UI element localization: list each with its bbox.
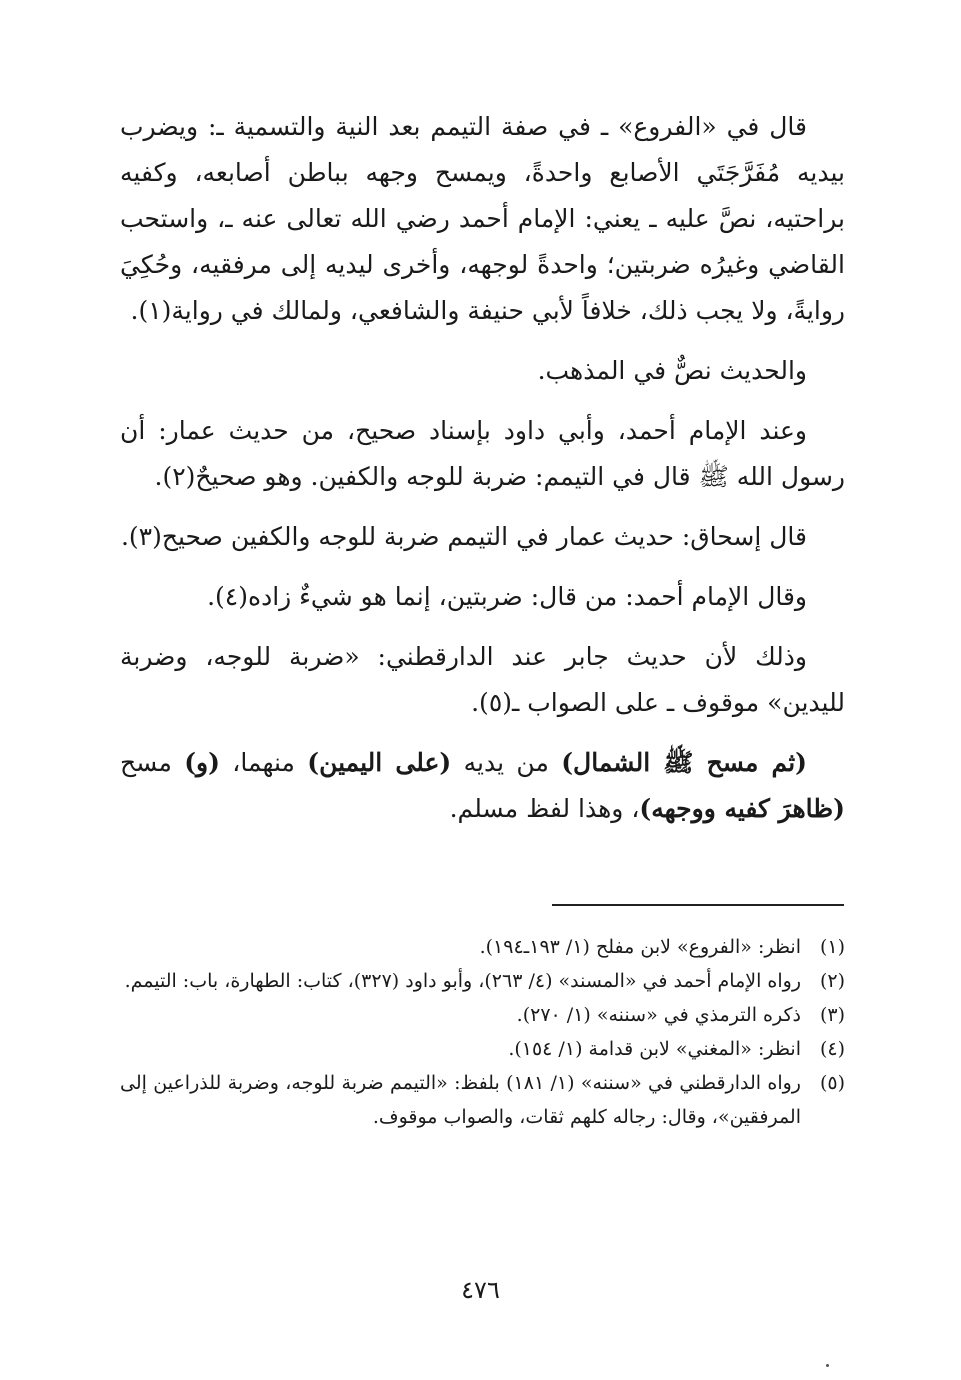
footnote	[120, 964, 845, 998]
footnote	[120, 998, 845, 1032]
page-number: ٤٧٦	[461, 1276, 500, 1304]
footnotes	[120, 930, 845, 1134]
paragraph: قال في «الفروع» ـ في صفة التيمم بعد النية والتسمية ـ: ويضرب بيديه مُفَرَّجَتَي الأصابع واحدةً، ويمسح وجهه بباطن أصابعه، وكفيه براحتيه، نصَّ عليه ـ يعني: الإمام أحمد رضي الله تعالى عنه ـ، واستحب القاضي وغيرُه ضربتين؛ واحدةً لوجهه، وأخرى ليديه إلى مرفقيه، وحُكِيَ روايةً، ولا يجب ذلك، خلافاً لأبي حنيفة والشافعي، ولمالك في رواية(١).	[120, 112, 845, 325]
matn-text: (و)	[184, 748, 220, 777]
main-text	[120, 104, 845, 846]
paragraph: وعند الإمام أحمد، وأبي داود بإسناد صحيح، من حديث عمار: أن رسول الله ﷺ قال في التيمم: ضربة للوجه والكفين. وهو صحيحٌ(٢).	[120, 416, 845, 491]
scan-speck	[826, 1364, 829, 1367]
footnote-text: رواه الدارقطني في «سننه» (١/ ١٨١) بلفظ: «التيمم ضربة للوجه، وضربة للذراعين إلى المرفقين»، وقال: رجاله كلهم ثقات، والصواب موقوف.	[120, 1072, 801, 1128]
footnote-number: (٢)	[819, 970, 845, 992]
footnote-separator	[552, 904, 844, 906]
footnote	[120, 1066, 845, 1134]
footnote-number: (١)	[819, 936, 845, 958]
paragraph: وذلك لأن حديث جابر عند الدارقطني: «ضربة للوجه، وضربة لليدين» موقوف ـ على الصواب ـ(٥).	[120, 642, 845, 717]
footnote-number: (٥)	[819, 1072, 845, 1094]
matn-paragraph	[120, 740, 845, 832]
footnote	[120, 930, 845, 964]
commentary-text: منهما،	[219, 748, 308, 777]
paragraph: والحديث نصٌّ في المذهب.	[537, 356, 807, 385]
paragraph: قال إسحاق: حديث عمار في التيمم ضربة للوجه والكفين صحيح(٣).	[120, 522, 807, 551]
footnote-text: ذكره الترمذي في «سننه» (١/ ٢٧٠).	[516, 1004, 801, 1026]
commentary-text: من يديه	[451, 748, 562, 777]
footnote-text: رواه الإمام أحمد في «المسند» (٤/ ٢٦٣)، وأبو داود (٣٢٧)، كتاب: الطهارة، باب: التيمم.	[124, 970, 801, 992]
matn-text: (على اليمين)	[307, 748, 452, 777]
commentary-text: ، وهذا لفظ مسلم.	[449, 794, 640, 823]
matn-text: (ظاهرَ كفيه ووجهه)	[639, 794, 845, 823]
footnote-number: (٤)	[819, 1038, 845, 1060]
footnote-text: انظر: «المغني» لابن قدامة (١/ ١٥٤).	[508, 1038, 801, 1060]
footnote-text: انظر: «الفروع» لابن مفلح (١/ ١٩٣ـ١٩٤).	[479, 936, 801, 958]
paragraph: وقال الإمام أحمد: من قال: ضربتين، إنما هو شيءٌ زاده(٤).	[207, 582, 807, 611]
matn-text: (ثم مسح ﷺ الشمال)	[561, 748, 807, 777]
commentary-text: مسح	[120, 748, 185, 777]
footnote-number: (٣)	[819, 1004, 845, 1026]
footnote	[120, 1032, 845, 1066]
